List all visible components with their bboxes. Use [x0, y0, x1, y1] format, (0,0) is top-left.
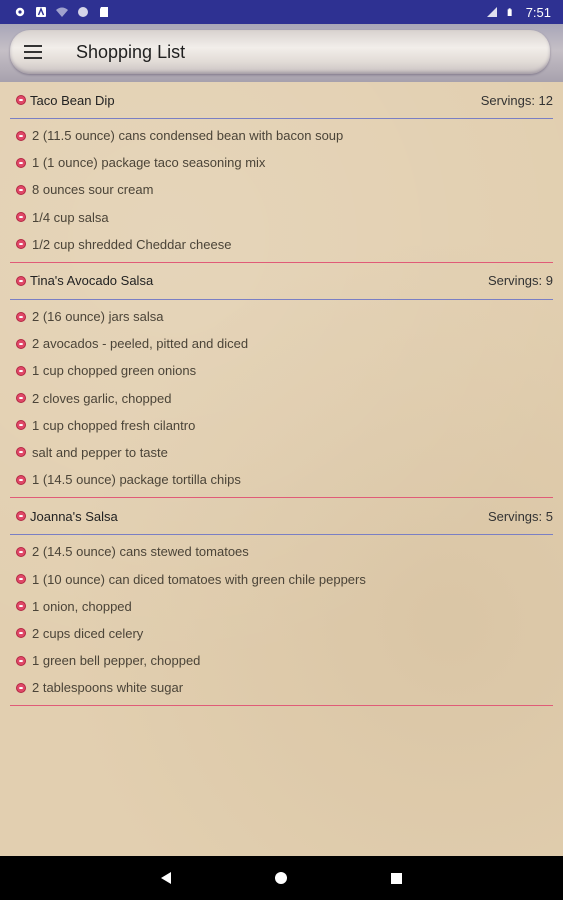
ingredient-text: 1 cup chopped green onions — [32, 363, 197, 379]
bullet-icon — [16, 276, 26, 286]
ingredient-item[interactable] — [0, 357, 563, 384]
ingredient-item[interactable] — [0, 538, 563, 565]
bullet-icon — [16, 628, 26, 638]
servings-label: Servings: 5 — [487, 508, 553, 524]
bullet-icon — [16, 656, 26, 666]
ingredient-item[interactable] — [0, 593, 563, 620]
bullet-icon — [16, 683, 26, 693]
recents-icon[interactable] — [391, 873, 402, 884]
bullet-icon — [16, 158, 26, 168]
app-bar — [10, 30, 550, 74]
ingredient-item[interactable] — [0, 439, 563, 466]
bullet-icon — [16, 312, 26, 322]
ingredient-text: 1 onion, chopped — [32, 598, 132, 614]
ingredient-text: 2 cups diced celery — [32, 625, 144, 641]
wifi-off-icon — [56, 6, 68, 18]
bullet-icon — [16, 475, 26, 485]
recipe-header-wrap — [10, 82, 553, 119]
recipe-name: Joanna's Salsa — [30, 508, 118, 524]
ingredient-text: 1 (1 ounce) package taco seasoning mix — [32, 155, 266, 171]
bullet-icon — [16, 185, 26, 195]
home-icon[interactable] — [275, 872, 287, 884]
recipe-group — [0, 498, 563, 706]
bullet-icon — [16, 131, 26, 141]
ingredient-text: 1 cup chopped fresh cilantro — [32, 417, 196, 433]
servings-label: Servings: 9 — [487, 273, 553, 289]
bullet-icon — [16, 393, 26, 403]
ingredient-text: 8 ounces sour cream — [32, 182, 154, 198]
status-time: 7:51 — [525, 4, 551, 20]
ingredient-item[interactable] — [0, 620, 563, 647]
sd-card-icon — [98, 6, 110, 18]
bullet-icon — [16, 511, 26, 521]
navigation-bar — [0, 856, 563, 900]
status-bar — [0, 0, 563, 24]
recipe-group — [0, 263, 563, 498]
ingredient-item[interactable] — [0, 303, 563, 330]
ingredient-item[interactable] — [0, 674, 563, 701]
bullet-icon — [16, 420, 26, 430]
ingredient-text: 2 (11.5 ounce) cans condensed bean with bacon soup — [32, 128, 344, 144]
ingredient-item[interactable] — [0, 204, 563, 231]
ingredient-text: 1 green bell pepper, chopped — [32, 653, 201, 669]
bullet-icon — [16, 574, 26, 584]
app-bar-container — [0, 24, 563, 82]
ingredient-text: 2 avocados - peeled, pitted and diced — [32, 336, 249, 352]
recipe-header[interactable] — [10, 263, 553, 300]
page-title: Shopping List — [76, 41, 186, 62]
settings-icon — [14, 6, 26, 18]
bullet-icon — [16, 366, 26, 376]
ingredient-text: 2 (14.5 ounce) cans stewed tomatoes — [32, 544, 249, 560]
bullet-icon — [16, 212, 26, 222]
circle-icon — [77, 6, 89, 18]
recipe-group — [0, 82, 563, 263]
ingredient-text: 1 (10 ounce) can diced tomatoes with green chile peppers — [32, 571, 366, 587]
ingredient-item[interactable] — [0, 330, 563, 357]
bullet-icon — [16, 239, 26, 249]
ingredient-item[interactable] — [0, 122, 563, 149]
shopping-list[interactable] — [0, 82, 563, 856]
ingredient-item[interactable] — [0, 149, 563, 176]
ingredient-text: 1 (14.5 ounce) package tortilla chips — [32, 472, 241, 488]
status-right-icons — [486, 5, 551, 20]
ingredient-text: salt and pepper to taste — [32, 444, 168, 460]
ingredient-item[interactable] — [0, 231, 563, 258]
bullet-icon — [16, 339, 26, 349]
hamburger-icon[interactable] — [24, 37, 58, 67]
bullet-icon — [16, 547, 26, 557]
ingredient-text: 1/2 cup shredded Cheddar cheese — [32, 236, 232, 252]
recipe-name: Taco Bean Dip — [30, 92, 115, 108]
ingredient-item[interactable] — [0, 176, 563, 203]
ingredient-text: 2 tablespoons white sugar — [32, 680, 184, 696]
recipe-header[interactable] — [10, 498, 553, 535]
recipe-header[interactable] — [10, 82, 553, 119]
ingredient-item[interactable] — [0, 385, 563, 412]
recipe-header-wrap — [10, 498, 553, 535]
recipe-header-wrap — [10, 263, 553, 300]
ingredient-item[interactable] — [0, 565, 563, 592]
group-divider — [10, 705, 553, 706]
ingredient-text: 2 cloves garlic, chopped — [32, 390, 172, 406]
ingredient-text: 2 (16 ounce) jars salsa — [32, 309, 164, 325]
ingredient-item[interactable] — [0, 466, 563, 493]
ingredient-text: 1/4 cup salsa — [32, 209, 109, 225]
ingredient-item[interactable] — [0, 647, 563, 674]
ingredient-item[interactable] — [0, 412, 563, 439]
recipe-name: Tina's Avocado Salsa — [30, 273, 154, 289]
a-notification-icon — [35, 6, 47, 18]
bullet-icon — [16, 447, 26, 457]
bullet-icon — [16, 601, 26, 611]
battery-icon — [507, 6, 515, 18]
signal-icon — [486, 6, 498, 18]
bullet-icon — [16, 95, 26, 105]
servings-label: Servings: 12 — [480, 92, 553, 108]
status-left-icons — [14, 6, 110, 18]
back-icon[interactable] — [161, 872, 171, 884]
